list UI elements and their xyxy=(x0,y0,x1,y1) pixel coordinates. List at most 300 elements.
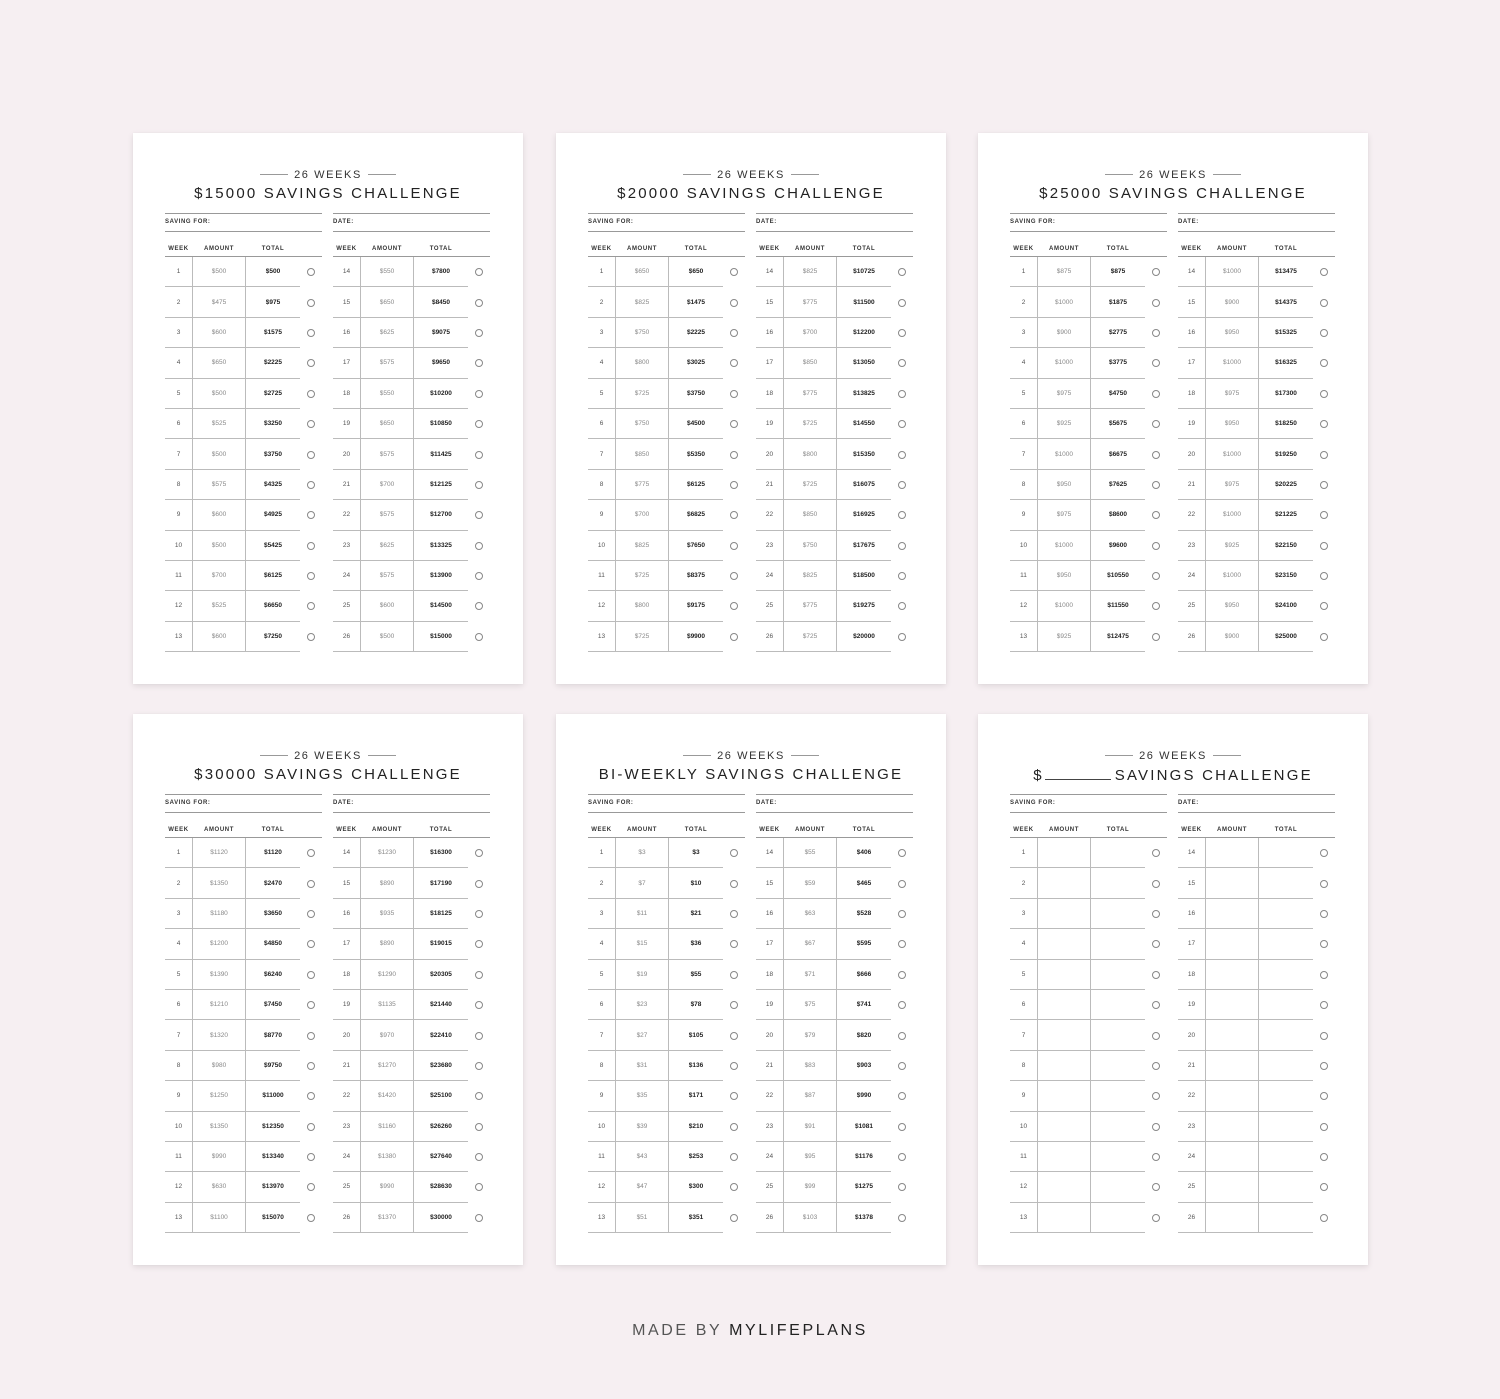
checkbox-cell[interactable] xyxy=(1145,500,1167,530)
checkbox-circle-icon[interactable] xyxy=(1320,299,1328,307)
total-cell[interactable] xyxy=(1259,899,1313,929)
checkbox-circle-icon[interactable] xyxy=(1152,542,1160,550)
amount-cell[interactable] xyxy=(1205,838,1259,868)
checkbox-cell[interactable] xyxy=(723,1081,745,1111)
checkbox-cell[interactable] xyxy=(300,379,322,409)
amount-cell[interactable] xyxy=(1037,1172,1091,1202)
checkbox-circle-icon[interactable] xyxy=(1320,420,1328,428)
checkbox-circle-icon[interactable] xyxy=(898,1092,906,1100)
amount-cell[interactable] xyxy=(1205,1203,1259,1233)
checkbox-circle-icon[interactable] xyxy=(898,268,906,276)
amount-cell[interactable] xyxy=(1037,1203,1091,1233)
checkbox-circle-icon[interactable] xyxy=(475,1032,483,1040)
checkbox-circle-icon[interactable] xyxy=(1152,602,1160,610)
date-field[interactable] xyxy=(333,794,490,813)
checkbox-circle-icon[interactable] xyxy=(475,268,483,276)
checkbox-circle-icon[interactable] xyxy=(898,602,906,610)
checkbox-circle-icon[interactable] xyxy=(1320,1001,1328,1009)
checkbox-circle-icon[interactable] xyxy=(475,633,483,641)
checkbox-cell[interactable] xyxy=(300,899,322,929)
checkbox-circle-icon[interactable] xyxy=(1152,971,1160,979)
checkbox-circle-icon[interactable] xyxy=(898,1032,906,1040)
checkbox-circle-icon[interactable] xyxy=(1152,1001,1160,1009)
date-field[interactable] xyxy=(1178,794,1335,813)
checkbox-circle-icon[interactable] xyxy=(1152,451,1160,459)
checkbox-cell[interactable] xyxy=(891,318,913,348)
checkbox-circle-icon[interactable] xyxy=(475,511,483,519)
checkbox-cell[interactable] xyxy=(300,409,322,439)
checkbox-cell[interactable] xyxy=(891,561,913,591)
checkbox-circle-icon[interactable] xyxy=(898,1123,906,1131)
checkbox-cell[interactable] xyxy=(300,622,322,652)
checkbox-cell[interactable] xyxy=(723,318,745,348)
checkbox-cell[interactable] xyxy=(723,348,745,378)
amount-cell[interactable] xyxy=(1205,899,1259,929)
checkbox-cell[interactable] xyxy=(891,531,913,561)
checkbox-cell[interactable] xyxy=(723,1172,745,1202)
checkbox-cell[interactable] xyxy=(723,591,745,621)
checkbox-circle-icon[interactable] xyxy=(475,1001,483,1009)
saving-for-field[interactable] xyxy=(165,794,322,813)
checkbox-circle-icon[interactable] xyxy=(307,880,315,888)
checkbox-circle-icon[interactable] xyxy=(307,299,315,307)
checkbox-cell[interactable] xyxy=(468,500,490,530)
checkbox-cell[interactable] xyxy=(1313,868,1335,898)
checkbox-cell[interactable] xyxy=(891,439,913,469)
amount-cell[interactable] xyxy=(1205,1081,1259,1111)
checkbox-cell[interactable] xyxy=(300,1081,322,1111)
checkbox-circle-icon[interactable] xyxy=(1320,1123,1328,1131)
total-cell[interactable] xyxy=(1091,838,1145,868)
checkbox-circle-icon[interactable] xyxy=(1152,359,1160,367)
checkbox-circle-icon[interactable] xyxy=(730,268,738,276)
checkbox-circle-icon[interactable] xyxy=(475,940,483,948)
checkbox-circle-icon[interactable] xyxy=(898,1183,906,1191)
checkbox-circle-icon[interactable] xyxy=(730,880,738,888)
checkbox-circle-icon[interactable] xyxy=(730,329,738,337)
checkbox-circle-icon[interactable] xyxy=(1152,1153,1160,1161)
checkbox-cell[interactable] xyxy=(891,409,913,439)
checkbox-cell[interactable] xyxy=(1313,960,1335,990)
total-cell[interactable] xyxy=(1259,960,1313,990)
checkbox-cell[interactable] xyxy=(468,409,490,439)
checkbox-circle-icon[interactable] xyxy=(730,971,738,979)
checkbox-circle-icon[interactable] xyxy=(1320,268,1328,276)
checkbox-cell[interactable] xyxy=(300,531,322,561)
checkbox-cell[interactable] xyxy=(300,348,322,378)
checkbox-circle-icon[interactable] xyxy=(307,1183,315,1191)
amount-cell[interactable] xyxy=(1037,960,1091,990)
checkbox-circle-icon[interactable] xyxy=(1152,511,1160,519)
total-cell[interactable] xyxy=(1259,1051,1313,1081)
checkbox-circle-icon[interactable] xyxy=(1320,481,1328,489)
checkbox-circle-icon[interactable] xyxy=(730,420,738,428)
checkbox-cell[interactable] xyxy=(891,1142,913,1172)
total-cell[interactable] xyxy=(1259,1112,1313,1142)
amount-cell[interactable] xyxy=(1037,1081,1091,1111)
checkbox-cell[interactable] xyxy=(1145,1142,1167,1172)
checkbox-circle-icon[interactable] xyxy=(898,511,906,519)
checkbox-circle-icon[interactable] xyxy=(898,329,906,337)
checkbox-circle-icon[interactable] xyxy=(475,329,483,337)
checkbox-cell[interactable] xyxy=(468,1051,490,1081)
total-cell[interactable] xyxy=(1091,1142,1145,1172)
checkbox-circle-icon[interactable] xyxy=(475,849,483,857)
checkbox-circle-icon[interactable] xyxy=(898,1001,906,1009)
checkbox-circle-icon[interactable] xyxy=(475,971,483,979)
checkbox-cell[interactable] xyxy=(300,561,322,591)
checkbox-cell[interactable] xyxy=(300,287,322,317)
saving-for-field[interactable] xyxy=(1010,213,1167,232)
checkbox-circle-icon[interactable] xyxy=(1320,602,1328,610)
checkbox-circle-icon[interactable] xyxy=(898,940,906,948)
checkbox-circle-icon[interactable] xyxy=(898,849,906,857)
checkbox-cell[interactable] xyxy=(300,1203,322,1233)
checkbox-cell[interactable] xyxy=(468,899,490,929)
checkbox-circle-icon[interactable] xyxy=(730,572,738,580)
checkbox-cell[interactable] xyxy=(1145,990,1167,1020)
checkbox-cell[interactable] xyxy=(723,1142,745,1172)
checkbox-circle-icon[interactable] xyxy=(1320,1032,1328,1040)
checkbox-circle-icon[interactable] xyxy=(307,268,315,276)
checkbox-cell[interactable] xyxy=(468,960,490,990)
checkbox-cell[interactable] xyxy=(723,868,745,898)
total-cell[interactable] xyxy=(1259,868,1313,898)
checkbox-circle-icon[interactable] xyxy=(475,572,483,580)
checkbox-circle-icon[interactable] xyxy=(898,542,906,550)
total-cell[interactable] xyxy=(1091,1020,1145,1050)
checkbox-circle-icon[interactable] xyxy=(730,849,738,857)
checkbox-cell[interactable] xyxy=(891,348,913,378)
checkbox-cell[interactable] xyxy=(723,1112,745,1142)
checkbox-cell[interactable] xyxy=(1313,470,1335,500)
checkbox-circle-icon[interactable] xyxy=(730,481,738,489)
checkbox-circle-icon[interactable] xyxy=(307,511,315,519)
checkbox-cell[interactable] xyxy=(891,591,913,621)
checkbox-circle-icon[interactable] xyxy=(307,910,315,918)
checkbox-circle-icon[interactable] xyxy=(475,1062,483,1070)
amount-cell[interactable] xyxy=(1037,990,1091,1020)
checkbox-cell[interactable] xyxy=(891,470,913,500)
total-cell[interactable] xyxy=(1259,929,1313,959)
checkbox-circle-icon[interactable] xyxy=(1152,1214,1160,1222)
checkbox-cell[interactable] xyxy=(1145,1172,1167,1202)
checkbox-circle-icon[interactable] xyxy=(475,880,483,888)
saving-for-field[interactable] xyxy=(588,794,745,813)
checkbox-circle-icon[interactable] xyxy=(1320,1214,1328,1222)
checkbox-cell[interactable] xyxy=(891,990,913,1020)
checkbox-cell[interactable] xyxy=(891,1020,913,1050)
checkbox-cell[interactable] xyxy=(723,379,745,409)
checkbox-circle-icon[interactable] xyxy=(730,542,738,550)
checkbox-cell[interactable] xyxy=(468,1172,490,1202)
checkbox-circle-icon[interactable] xyxy=(898,481,906,489)
checkbox-cell[interactable] xyxy=(468,868,490,898)
checkbox-cell[interactable] xyxy=(468,929,490,959)
checkbox-cell[interactable] xyxy=(468,591,490,621)
checkbox-cell[interactable] xyxy=(723,838,745,868)
checkbox-cell[interactable] xyxy=(1145,591,1167,621)
total-cell[interactable] xyxy=(1091,1051,1145,1081)
checkbox-circle-icon[interactable] xyxy=(898,910,906,918)
checkbox-cell[interactable] xyxy=(723,1203,745,1233)
checkbox-cell[interactable] xyxy=(1145,531,1167,561)
total-cell[interactable] xyxy=(1259,990,1313,1020)
checkbox-circle-icon[interactable] xyxy=(730,602,738,610)
checkbox-cell[interactable] xyxy=(723,257,745,287)
checkbox-circle-icon[interactable] xyxy=(730,910,738,918)
checkbox-cell[interactable] xyxy=(891,622,913,652)
checkbox-cell[interactable] xyxy=(891,838,913,868)
checkbox-circle-icon[interactable] xyxy=(1152,849,1160,857)
total-cell[interactable] xyxy=(1091,990,1145,1020)
checkbox-circle-icon[interactable] xyxy=(898,633,906,641)
total-cell[interactable] xyxy=(1259,1020,1313,1050)
checkbox-cell[interactable] xyxy=(468,1203,490,1233)
checkbox-cell[interactable] xyxy=(300,990,322,1020)
checkbox-cell[interactable] xyxy=(1313,1051,1335,1081)
checkbox-cell[interactable] xyxy=(468,439,490,469)
checkbox-cell[interactable] xyxy=(468,348,490,378)
checkbox-circle-icon[interactable] xyxy=(307,572,315,580)
checkbox-cell[interactable] xyxy=(1145,470,1167,500)
checkbox-circle-icon[interactable] xyxy=(730,1183,738,1191)
checkbox-circle-icon[interactable] xyxy=(1152,268,1160,276)
checkbox-cell[interactable] xyxy=(723,929,745,959)
checkbox-cell[interactable] xyxy=(468,1112,490,1142)
checkbox-circle-icon[interactable] xyxy=(307,602,315,610)
checkbox-circle-icon[interactable] xyxy=(307,481,315,489)
checkbox-circle-icon[interactable] xyxy=(475,542,483,550)
checkbox-circle-icon[interactable] xyxy=(307,329,315,337)
checkbox-circle-icon[interactable] xyxy=(307,849,315,857)
amount-cell[interactable] xyxy=(1205,960,1259,990)
checkbox-cell[interactable] xyxy=(1145,1203,1167,1233)
checkbox-circle-icon[interactable] xyxy=(307,1062,315,1070)
checkbox-circle-icon[interactable] xyxy=(475,299,483,307)
checkbox-cell[interactable] xyxy=(1145,899,1167,929)
total-cell[interactable] xyxy=(1259,1081,1313,1111)
total-cell[interactable] xyxy=(1259,1142,1313,1172)
checkbox-cell[interactable] xyxy=(300,1112,322,1142)
checkbox-circle-icon[interactable] xyxy=(1320,910,1328,918)
checkbox-circle-icon[interactable] xyxy=(475,359,483,367)
saving-for-field[interactable] xyxy=(165,213,322,232)
checkbox-circle-icon[interactable] xyxy=(475,1183,483,1191)
checkbox-cell[interactable] xyxy=(891,379,913,409)
checkbox-cell[interactable] xyxy=(468,1020,490,1050)
checkbox-circle-icon[interactable] xyxy=(307,1153,315,1161)
checkbox-circle-icon[interactable] xyxy=(898,451,906,459)
checkbox-cell[interactable] xyxy=(1145,287,1167,317)
checkbox-cell[interactable] xyxy=(723,960,745,990)
checkbox-circle-icon[interactable] xyxy=(1320,849,1328,857)
checkbox-circle-icon[interactable] xyxy=(1152,572,1160,580)
checkbox-circle-icon[interactable] xyxy=(730,1062,738,1070)
checkbox-circle-icon[interactable] xyxy=(475,1214,483,1222)
checkbox-cell[interactable] xyxy=(1145,561,1167,591)
amount-cell[interactable] xyxy=(1037,1020,1091,1050)
checkbox-cell[interactable] xyxy=(468,561,490,591)
checkbox-cell[interactable] xyxy=(300,868,322,898)
checkbox-cell[interactable] xyxy=(300,439,322,469)
saving-for-field[interactable] xyxy=(1010,794,1167,813)
checkbox-cell[interactable] xyxy=(723,439,745,469)
checkbox-cell[interactable] xyxy=(723,990,745,1020)
checkbox-circle-icon[interactable] xyxy=(898,1153,906,1161)
total-cell[interactable] xyxy=(1091,1203,1145,1233)
checkbox-cell[interactable] xyxy=(1313,531,1335,561)
checkbox-cell[interactable] xyxy=(891,500,913,530)
checkbox-circle-icon[interactable] xyxy=(1152,880,1160,888)
total-cell[interactable] xyxy=(1259,838,1313,868)
checkbox-cell[interactable] xyxy=(468,318,490,348)
checkbox-circle-icon[interactable] xyxy=(1320,940,1328,948)
checkbox-circle-icon[interactable] xyxy=(475,602,483,610)
checkbox-circle-icon[interactable] xyxy=(307,1032,315,1040)
checkbox-cell[interactable] xyxy=(891,960,913,990)
checkbox-circle-icon[interactable] xyxy=(1152,1183,1160,1191)
checkbox-circle-icon[interactable] xyxy=(1320,1092,1328,1100)
checkbox-cell[interactable] xyxy=(300,1020,322,1050)
checkbox-cell[interactable] xyxy=(468,287,490,317)
checkbox-cell[interactable] xyxy=(1145,838,1167,868)
checkbox-circle-icon[interactable] xyxy=(307,1001,315,1009)
amount-cell[interactable] xyxy=(1205,1142,1259,1172)
checkbox-cell[interactable] xyxy=(1145,1112,1167,1142)
checkbox-circle-icon[interactable] xyxy=(307,542,315,550)
checkbox-cell[interactable] xyxy=(1313,439,1335,469)
checkbox-cell[interactable] xyxy=(1145,1051,1167,1081)
checkbox-circle-icon[interactable] xyxy=(730,390,738,398)
checkbox-circle-icon[interactable] xyxy=(730,940,738,948)
checkbox-cell[interactable] xyxy=(1313,318,1335,348)
checkbox-circle-icon[interactable] xyxy=(898,359,906,367)
amount-cell[interactable] xyxy=(1037,1112,1091,1142)
checkbox-cell[interactable] xyxy=(723,470,745,500)
checkbox-cell[interactable] xyxy=(1313,1172,1335,1202)
checkbox-circle-icon[interactable] xyxy=(898,572,906,580)
checkbox-cell[interactable] xyxy=(300,1142,322,1172)
checkbox-circle-icon[interactable] xyxy=(1320,1183,1328,1191)
checkbox-cell[interactable] xyxy=(1313,1203,1335,1233)
checkbox-circle-icon[interactable] xyxy=(307,940,315,948)
checkbox-cell[interactable] xyxy=(891,257,913,287)
amount-cell[interactable] xyxy=(1037,838,1091,868)
checkbox-cell[interactable] xyxy=(1313,379,1335,409)
checkbox-cell[interactable] xyxy=(891,1172,913,1202)
checkbox-cell[interactable] xyxy=(891,1203,913,1233)
checkbox-cell[interactable] xyxy=(1313,899,1335,929)
date-field[interactable] xyxy=(756,794,913,813)
checkbox-cell[interactable] xyxy=(468,1081,490,1111)
checkbox-circle-icon[interactable] xyxy=(730,1153,738,1161)
checkbox-cell[interactable] xyxy=(891,1112,913,1142)
checkbox-cell[interactable] xyxy=(1313,622,1335,652)
checkbox-cell[interactable] xyxy=(1313,1081,1335,1111)
checkbox-cell[interactable] xyxy=(1145,1020,1167,1050)
checkbox-cell[interactable] xyxy=(1313,348,1335,378)
checkbox-cell[interactable] xyxy=(891,899,913,929)
checkbox-cell[interactable] xyxy=(723,1051,745,1081)
checkbox-cell[interactable] xyxy=(891,1051,913,1081)
checkbox-cell[interactable] xyxy=(300,929,322,959)
checkbox-cell[interactable] xyxy=(723,531,745,561)
checkbox-circle-icon[interactable] xyxy=(1320,390,1328,398)
amount-cell[interactable] xyxy=(1205,1020,1259,1050)
checkbox-circle-icon[interactable] xyxy=(1152,481,1160,489)
checkbox-circle-icon[interactable] xyxy=(475,420,483,428)
checkbox-circle-icon[interactable] xyxy=(730,299,738,307)
checkbox-cell[interactable] xyxy=(723,622,745,652)
checkbox-cell[interactable] xyxy=(1313,561,1335,591)
checkbox-cell[interactable] xyxy=(891,1081,913,1111)
total-cell[interactable] xyxy=(1091,1081,1145,1111)
amount-cell[interactable] xyxy=(1037,929,1091,959)
checkbox-circle-icon[interactable] xyxy=(307,1123,315,1131)
checkbox-circle-icon[interactable] xyxy=(307,420,315,428)
checkbox-cell[interactable] xyxy=(1145,409,1167,439)
checkbox-circle-icon[interactable] xyxy=(898,299,906,307)
total-cell[interactable] xyxy=(1091,1112,1145,1142)
checkbox-circle-icon[interactable] xyxy=(1320,1062,1328,1070)
checkbox-cell[interactable] xyxy=(891,929,913,959)
checkbox-circle-icon[interactable] xyxy=(1152,910,1160,918)
checkbox-cell[interactable] xyxy=(1313,591,1335,621)
checkbox-circle-icon[interactable] xyxy=(307,971,315,979)
checkbox-circle-icon[interactable] xyxy=(1320,359,1328,367)
checkbox-circle-icon[interactable] xyxy=(1152,390,1160,398)
checkbox-cell[interactable] xyxy=(723,1020,745,1050)
checkbox-circle-icon[interactable] xyxy=(1320,633,1328,641)
amount-cell[interactable] xyxy=(1205,1051,1259,1081)
checkbox-cell[interactable] xyxy=(1313,257,1335,287)
checkbox-circle-icon[interactable] xyxy=(475,1123,483,1131)
checkbox-circle-icon[interactable] xyxy=(1320,511,1328,519)
checkbox-circle-icon[interactable] xyxy=(730,1092,738,1100)
checkbox-circle-icon[interactable] xyxy=(898,971,906,979)
checkbox-circle-icon[interactable] xyxy=(1320,1153,1328,1161)
checkbox-cell[interactable] xyxy=(1313,1112,1335,1142)
amount-cell[interactable] xyxy=(1205,1112,1259,1142)
total-cell[interactable] xyxy=(1091,899,1145,929)
amount-cell[interactable] xyxy=(1205,929,1259,959)
amount-cell[interactable] xyxy=(1205,868,1259,898)
checkbox-circle-icon[interactable] xyxy=(1152,1032,1160,1040)
checkbox-circle-icon[interactable] xyxy=(307,633,315,641)
total-cell[interactable] xyxy=(1091,868,1145,898)
checkbox-circle-icon[interactable] xyxy=(475,1092,483,1100)
checkbox-cell[interactable] xyxy=(1145,379,1167,409)
checkbox-circle-icon[interactable] xyxy=(1152,1062,1160,1070)
date-field[interactable] xyxy=(333,213,490,232)
checkbox-cell[interactable] xyxy=(300,318,322,348)
checkbox-circle-icon[interactable] xyxy=(898,880,906,888)
amount-cell[interactable] xyxy=(1037,1142,1091,1172)
checkbox-cell[interactable] xyxy=(1313,409,1335,439)
checkbox-circle-icon[interactable] xyxy=(1152,420,1160,428)
checkbox-cell[interactable] xyxy=(1145,439,1167,469)
checkbox-circle-icon[interactable] xyxy=(730,1214,738,1222)
amount-cell[interactable] xyxy=(1205,1172,1259,1202)
checkbox-cell[interactable] xyxy=(1313,1020,1335,1050)
date-field[interactable] xyxy=(756,213,913,232)
checkbox-cell[interactable] xyxy=(1313,500,1335,530)
checkbox-cell[interactable] xyxy=(1145,318,1167,348)
checkbox-cell[interactable] xyxy=(1313,990,1335,1020)
checkbox-cell[interactable] xyxy=(723,561,745,591)
checkbox-circle-icon[interactable] xyxy=(898,1062,906,1070)
